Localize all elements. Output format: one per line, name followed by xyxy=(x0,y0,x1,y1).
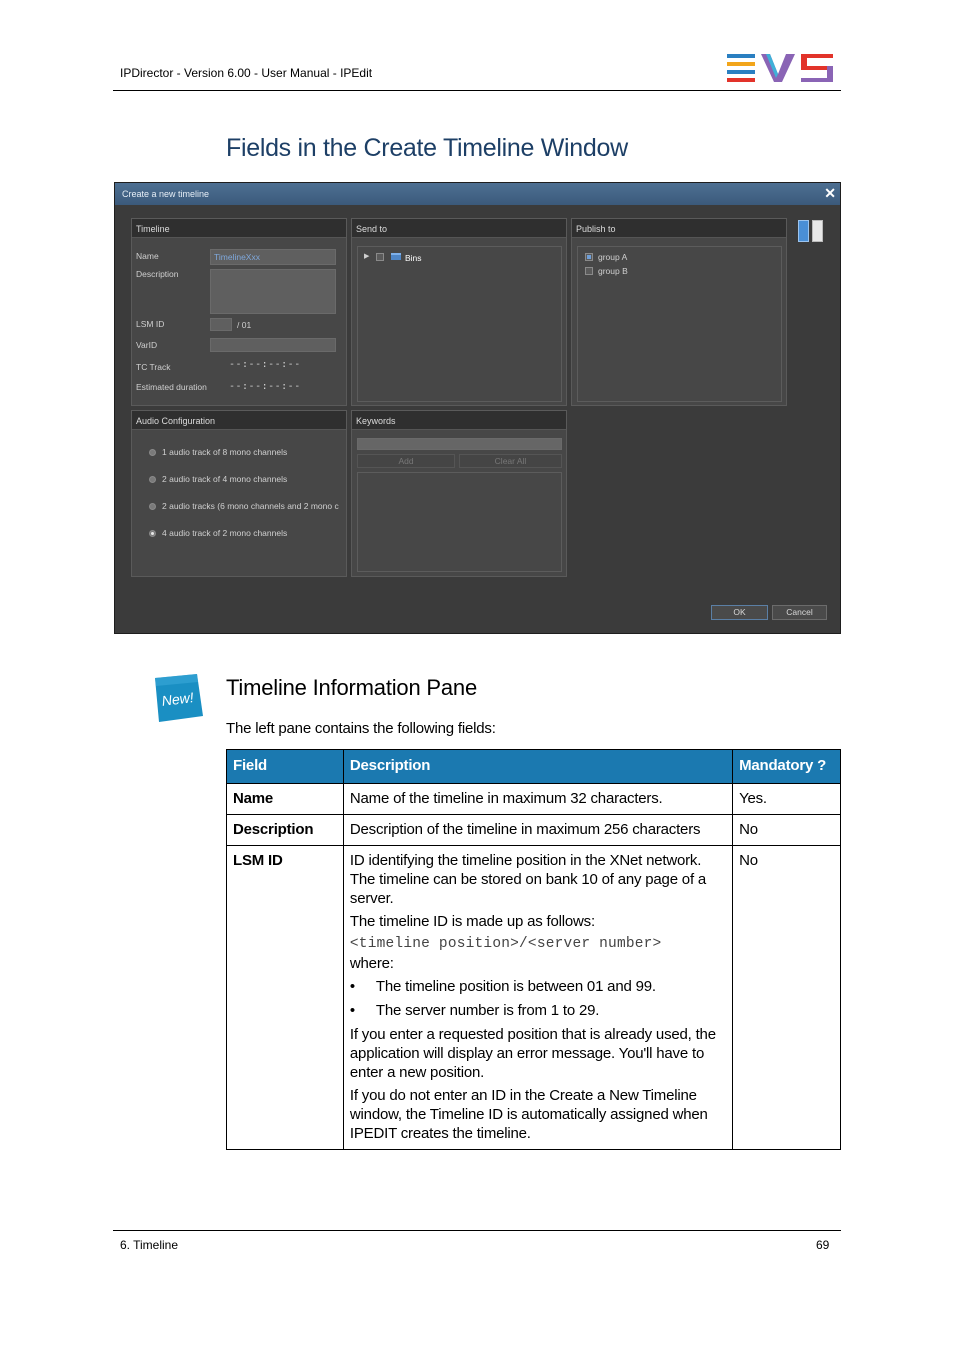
close-icon[interactable]: ✕ xyxy=(824,185,836,201)
audio-option-3-label: 2 audio tracks (6 mono channels and 2 mono c xyxy=(162,501,339,511)
name-label: Name xyxy=(136,251,159,261)
table-header-row xyxy=(227,750,841,784)
keyword-list xyxy=(357,472,562,572)
tc-track-label: TC Track xyxy=(136,362,171,372)
section-title: Fields in the Create Timeline Window xyxy=(226,134,628,162)
folder-icon xyxy=(391,253,401,260)
lsm-paragraph-1: ID identifying the timeline position in the XNet network. The timeline can be stored on bank 10 of any page of a server. xyxy=(349,852,707,907)
running-header: IPDirector - Version 6.00 - User Manual - IPEdit xyxy=(120,66,373,80)
mandatory-cell: Yes. xyxy=(733,784,841,815)
lsm-where: where: xyxy=(349,955,394,972)
field-cell: Description xyxy=(227,815,344,846)
estimated-duration-value: --:--:--:-- xyxy=(229,381,301,392)
audio-option-4-radio[interactable] xyxy=(149,530,156,537)
ok-button[interactable]: OK xyxy=(711,605,768,620)
audio-option-1-label: 1 audio track of 8 mono channels xyxy=(162,447,288,457)
new-badge-text: New! xyxy=(160,689,195,709)
pane-header xyxy=(132,411,346,430)
audio-option-3-radio[interactable] xyxy=(149,503,156,510)
keyword-input[interactable] xyxy=(357,438,562,450)
group-a-checkbox[interactable] xyxy=(585,253,593,261)
intro-text: The left pane contains the following fields: xyxy=(226,720,496,737)
publish-to-pane xyxy=(571,218,787,406)
table-row xyxy=(227,815,841,846)
varid-input[interactable] xyxy=(210,338,336,352)
audio-option-2-radio[interactable] xyxy=(149,476,156,483)
group-a-label: group A xyxy=(598,252,628,262)
audio-configuration-pane xyxy=(131,410,347,577)
pane-header xyxy=(132,219,346,238)
description-input[interactable] xyxy=(210,269,336,314)
timeline-pane xyxy=(131,218,347,406)
page-number: 69 xyxy=(816,1238,830,1252)
list-item: • The timeline position is between 01 and 99. xyxy=(350,977,726,996)
lsm-id-label: LSM ID xyxy=(136,319,165,329)
description-cell: Description of the timeline in maximum 256 characters xyxy=(343,815,732,846)
pane-heading: Audio Configuration xyxy=(136,416,216,426)
tc-track-value: --:--:--:-- xyxy=(229,359,301,370)
lsm-id-input[interactable] xyxy=(210,318,232,331)
expand-arrow-icon[interactable]: ▶ xyxy=(364,253,370,260)
send-to-tree xyxy=(357,246,562,402)
description-label: Description xyxy=(136,269,179,279)
window-title: Create a new timeline xyxy=(122,189,210,199)
header-rule xyxy=(113,90,841,91)
new-badge-icon xyxy=(153,674,203,722)
description-cell: Name of the timeline in maximum 32 characters. xyxy=(343,784,732,815)
pane-header xyxy=(572,219,786,238)
pane-header xyxy=(352,219,566,238)
list-item: • The server number is from 1 to 29. xyxy=(350,1001,726,1020)
keywords-pane xyxy=(351,410,567,577)
pane-heading: Publish to xyxy=(576,224,616,234)
view-toggle-left[interactable] xyxy=(798,220,809,242)
header-description: Description xyxy=(343,750,732,784)
pane-heading: Timeline xyxy=(136,224,170,234)
description-cell xyxy=(343,846,732,1150)
lsm-paragraph-2: The timeline ID is made up as follows: xyxy=(349,913,595,930)
lsm-paragraph-3: If you enter a requested position that is already used, the application will display an error message. You'll have to enter a new position. xyxy=(349,1026,716,1081)
lsm-paragraph-4: If you do not enter an ID in the Create a New Timeline window, the Timeline ID is automatically assigned when IPEDIT creates the timeline. xyxy=(349,1087,708,1142)
add-keyword-button[interactable]: Add xyxy=(357,454,455,468)
send-to-pane xyxy=(351,218,567,406)
mandatory-cell: No xyxy=(733,846,841,1150)
bins-label: Bins xyxy=(405,253,422,263)
publish-list xyxy=(577,246,782,402)
fields-table xyxy=(226,749,841,1150)
group-b-label: group B xyxy=(598,266,628,276)
audio-option-4-label: 4 audio track of 2 mono channels xyxy=(162,528,288,538)
name-input[interactable] xyxy=(210,249,336,265)
table-row xyxy=(227,846,841,1150)
pane-heading: Send to xyxy=(356,224,388,234)
footer-rule xyxy=(113,1230,841,1231)
header-field: Field xyxy=(227,750,344,784)
name-value: TimelineXxx xyxy=(214,252,260,262)
subsection-title: Timeline Information Pane xyxy=(226,675,477,700)
window-titlebar xyxy=(115,183,840,205)
evs-logo xyxy=(727,54,834,82)
field-cell: LSM ID xyxy=(227,846,344,1150)
footer-chapter: 6. Timeline xyxy=(120,1238,179,1252)
field-cell: Name xyxy=(227,784,344,815)
clear-all-keywords-button[interactable]: Clear All xyxy=(459,454,562,468)
lsm-id-suffix: / 01 xyxy=(237,320,252,330)
view-toggle-right[interactable] xyxy=(812,220,823,242)
lsm-format-code: <timeline position>/<server number> xyxy=(349,936,662,952)
pane-heading: Keywords xyxy=(356,416,396,426)
pane-header xyxy=(352,411,566,430)
header-mandatory: Mandatory ? xyxy=(733,750,841,784)
mandatory-cell: No xyxy=(733,815,841,846)
cancel-button[interactable]: Cancel xyxy=(772,605,827,620)
group-b-checkbox[interactable] xyxy=(585,267,593,275)
table-row xyxy=(227,784,841,815)
bins-checkbox[interactable] xyxy=(376,253,384,261)
create-timeline-window xyxy=(114,182,841,634)
varid-label: VarID xyxy=(136,340,158,350)
audio-option-1-radio[interactable] xyxy=(149,449,156,456)
audio-option-2-label: 2 audio track of 4 mono channels xyxy=(162,474,288,484)
estimated-duration-label: Estimated duration xyxy=(136,382,207,392)
